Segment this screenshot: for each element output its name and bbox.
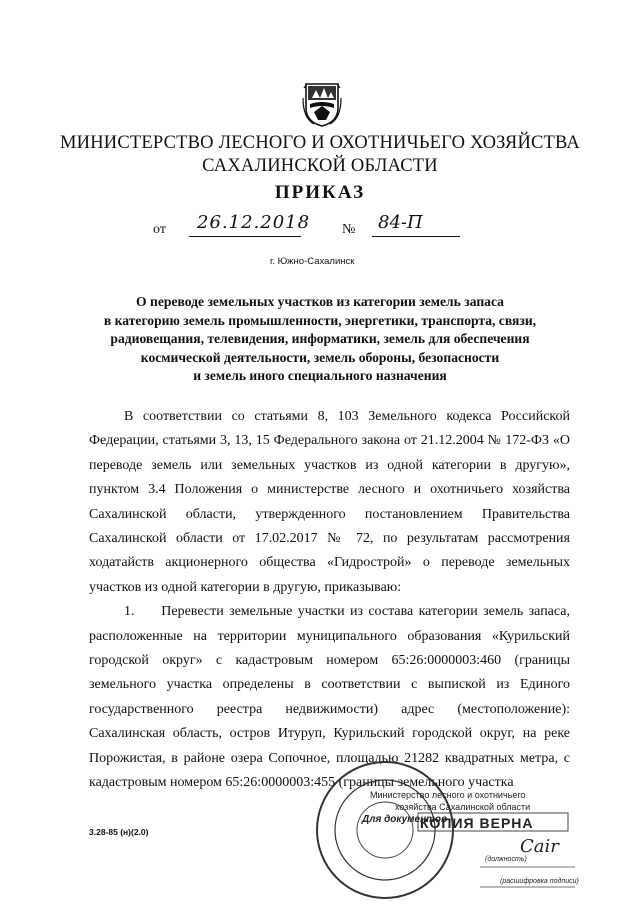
date-underline	[189, 236, 301, 237]
number-value: 84-П	[378, 212, 423, 233]
subject-line: и земель иного специального назначения	[193, 368, 447, 383]
city-label: г. Южно-Сахалинск	[270, 256, 355, 267]
stamp-position-label: (должность)	[485, 856, 527, 863]
stamp-ministry-line2: хозяйства Сахалинской области	[395, 802, 531, 812]
subject-line: космической деятельности, земель обороны, безопасности	[140, 349, 500, 365]
stamp-decode-label: (расшифровка подписи)	[500, 878, 579, 885]
subject-line: О переводе земельных участков из категории земель запаса	[136, 294, 504, 309]
stamp-copy-true: КОПИЯ ВЕРНА	[420, 815, 534, 831]
order-body	[89, 405, 570, 796]
stamp-for-documents: Для документов	[362, 814, 448, 825]
number-underline	[372, 236, 460, 237]
order-title: ПРИКАЗ	[274, 182, 366, 203]
order-subject	[60, 293, 580, 386]
preamble-paragraph: В соответствии со статьями 8, 103 Земельного кодекса Российской Федерации, статьями 3, 13, 15 Федерального закона от 21.12.2004 № 172-ФЗ «О переводе земель или земельных участков из одной категории в другую», пунктом 3.4 Положения о министерстве лесного и охотничьего хозяйства Сахалинской области, утвержденного постановлением Правительства Сахалинской области от 17.02.2017 № 72, по результатам рассмотрения ходатайств акционерного общества «Гидрострой» о переводе земельных участков из одной категории в другую, приказываю:	[89, 409, 570, 595]
form-code: 3.28-85 (н)(2.0)	[89, 827, 149, 837]
handwritten-signature: Cair	[520, 836, 559, 857]
date-label: от	[153, 222, 166, 237]
clause-1-paragraph: 1. Перевести земельные участки из состава категории земель запаса, расположенные на территории муниципального образования «Курильский городской округ» с кадастровым номером 65:26:0000003:460 (границы земельного участка определены в соответствии с выпиской из Единого государственного реестра недвижимости) адрес (местоположение): Сахалинская область, остров Итуруп, Курильский городской округ, на реке Порожистая, в районе озера Сопочное, площадью 21282 квадратных метра, с кадастровым номером 65:26:0000003:455 (границы земельного участка	[89, 604, 570, 791]
ministry-name-line1: МИНИСТЕРСТВО ЛЕСНОГО И ОХОТНИЧЬЕГО ХОЗЯЙСТВА	[60, 133, 580, 153]
subject-line: в категорию земель промышленности, энергетики, транспорта, связи,	[103, 312, 537, 328]
number-label: №	[342, 222, 356, 237]
subject-line: радиовещания, телевидения, информатики, земель для обеспечения	[110, 331, 530, 346]
stamp-ministry-line1: Министерство лесного и охотничьего	[370, 790, 526, 800]
coat-of-arms-emblem	[302, 78, 342, 128]
ministry-name-line2: САХАЛИНСКОЙ ОБЛАСТИ	[202, 156, 438, 176]
date-value: 26.12.2018	[197, 212, 311, 233]
